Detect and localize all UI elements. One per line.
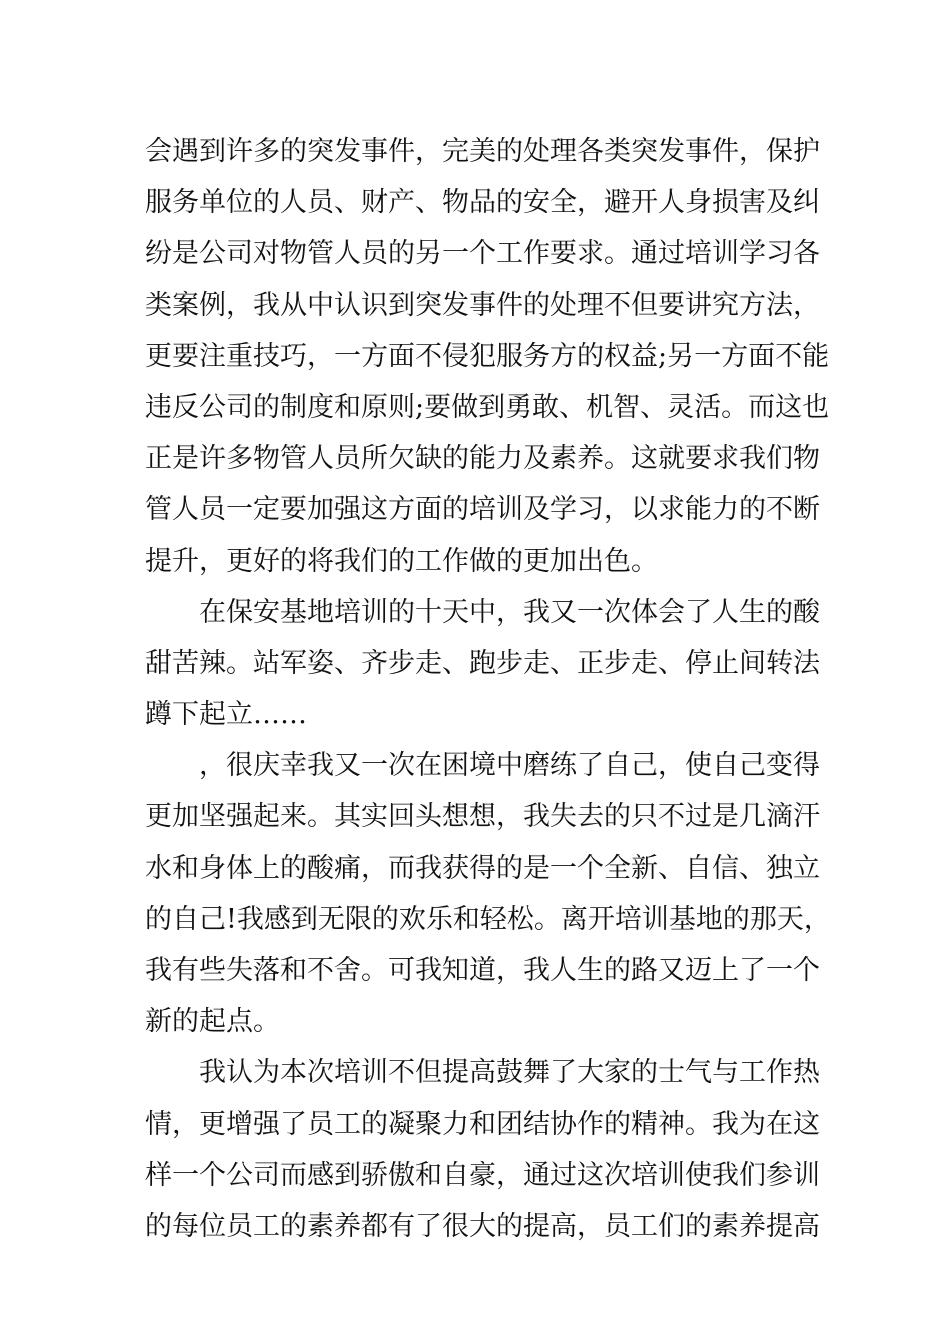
paragraph-1 <box>145 126 830 587</box>
text-line: 情，更增强了员工的凝聚力和团结协作的精神。我为在这 <box>145 1108 820 1140</box>
text-line: 蹲下起立…… <box>145 699 307 731</box>
text-line: 违反公司的制度和原则;要做到勇敢、机智、灵活。而这也 <box>145 391 830 423</box>
paragraph-3 <box>145 740 831 1047</box>
text-line: 纷是公司对物管人员的另一个工作要求。通过培训学习各 <box>145 238 820 270</box>
text-line: 甜苦辣。站军姿、齐步走、跑步走、正步走、停止间转法 <box>145 647 820 679</box>
paragraph-4 <box>145 1047 820 1252</box>
text-line: 管人员一定要加强这方面的培训及学习，以求能力的不断 <box>145 494 820 526</box>
text-line: 的每位员工的素养都有了很大的提高，员工们的素养提高 <box>145 1210 820 1242</box>
text-line: 提升，更好的将我们的工作做的更加出色。 <box>145 545 658 577</box>
paragraph-2 <box>145 587 820 741</box>
text-line: 样一个公司而感到骄傲和自豪，通过这次培训使我们参训 <box>145 1159 820 1191</box>
text-line: 会遇到许多的突发事件，完美的处理各类突发事件，保护 <box>145 136 820 167</box>
text-line: 更要注重技巧，一方面不侵犯服务方的权益;另一方面不能 <box>145 340 830 372</box>
text-line: 服务单位的人员、财产、物品的安全，避开人身损害及纠 <box>145 187 820 219</box>
text-line: 我有些失落和不舍。可我知道，我人生的路又迈上了一个 <box>145 955 820 986</box>
text-line: ，很庆幸我又一次在困境中磨练了自己，使自己变得 <box>199 750 820 782</box>
text-line: 更加坚强起来。其实回头想想，我失去的只不过是几滴汗 <box>145 801 820 833</box>
text-line: 我认为本次培训不但提高鼓舞了大家的士气与工作热 <box>199 1057 820 1089</box>
text-line: 类案例，我从中认识到突发事件的处理不但要讲究方法， <box>145 289 820 321</box>
text-line: 在保安基地培训的十天中，我又一次体会了人生的酸 <box>199 596 820 628</box>
text-line: 的自己!我感到无限的欢乐和轻松。离开培训基地的那天， <box>145 903 831 935</box>
text-line: 水和身体上的酸痛，而我获得的是一个全新、自信、独立 <box>145 852 820 884</box>
text-line: 新的起点。 <box>145 1006 280 1038</box>
text-line: 正是许多物管人员所欠缺的能力及素养。这就要求我们物 <box>145 443 820 475</box>
document-body <box>145 126 831 1252</box>
